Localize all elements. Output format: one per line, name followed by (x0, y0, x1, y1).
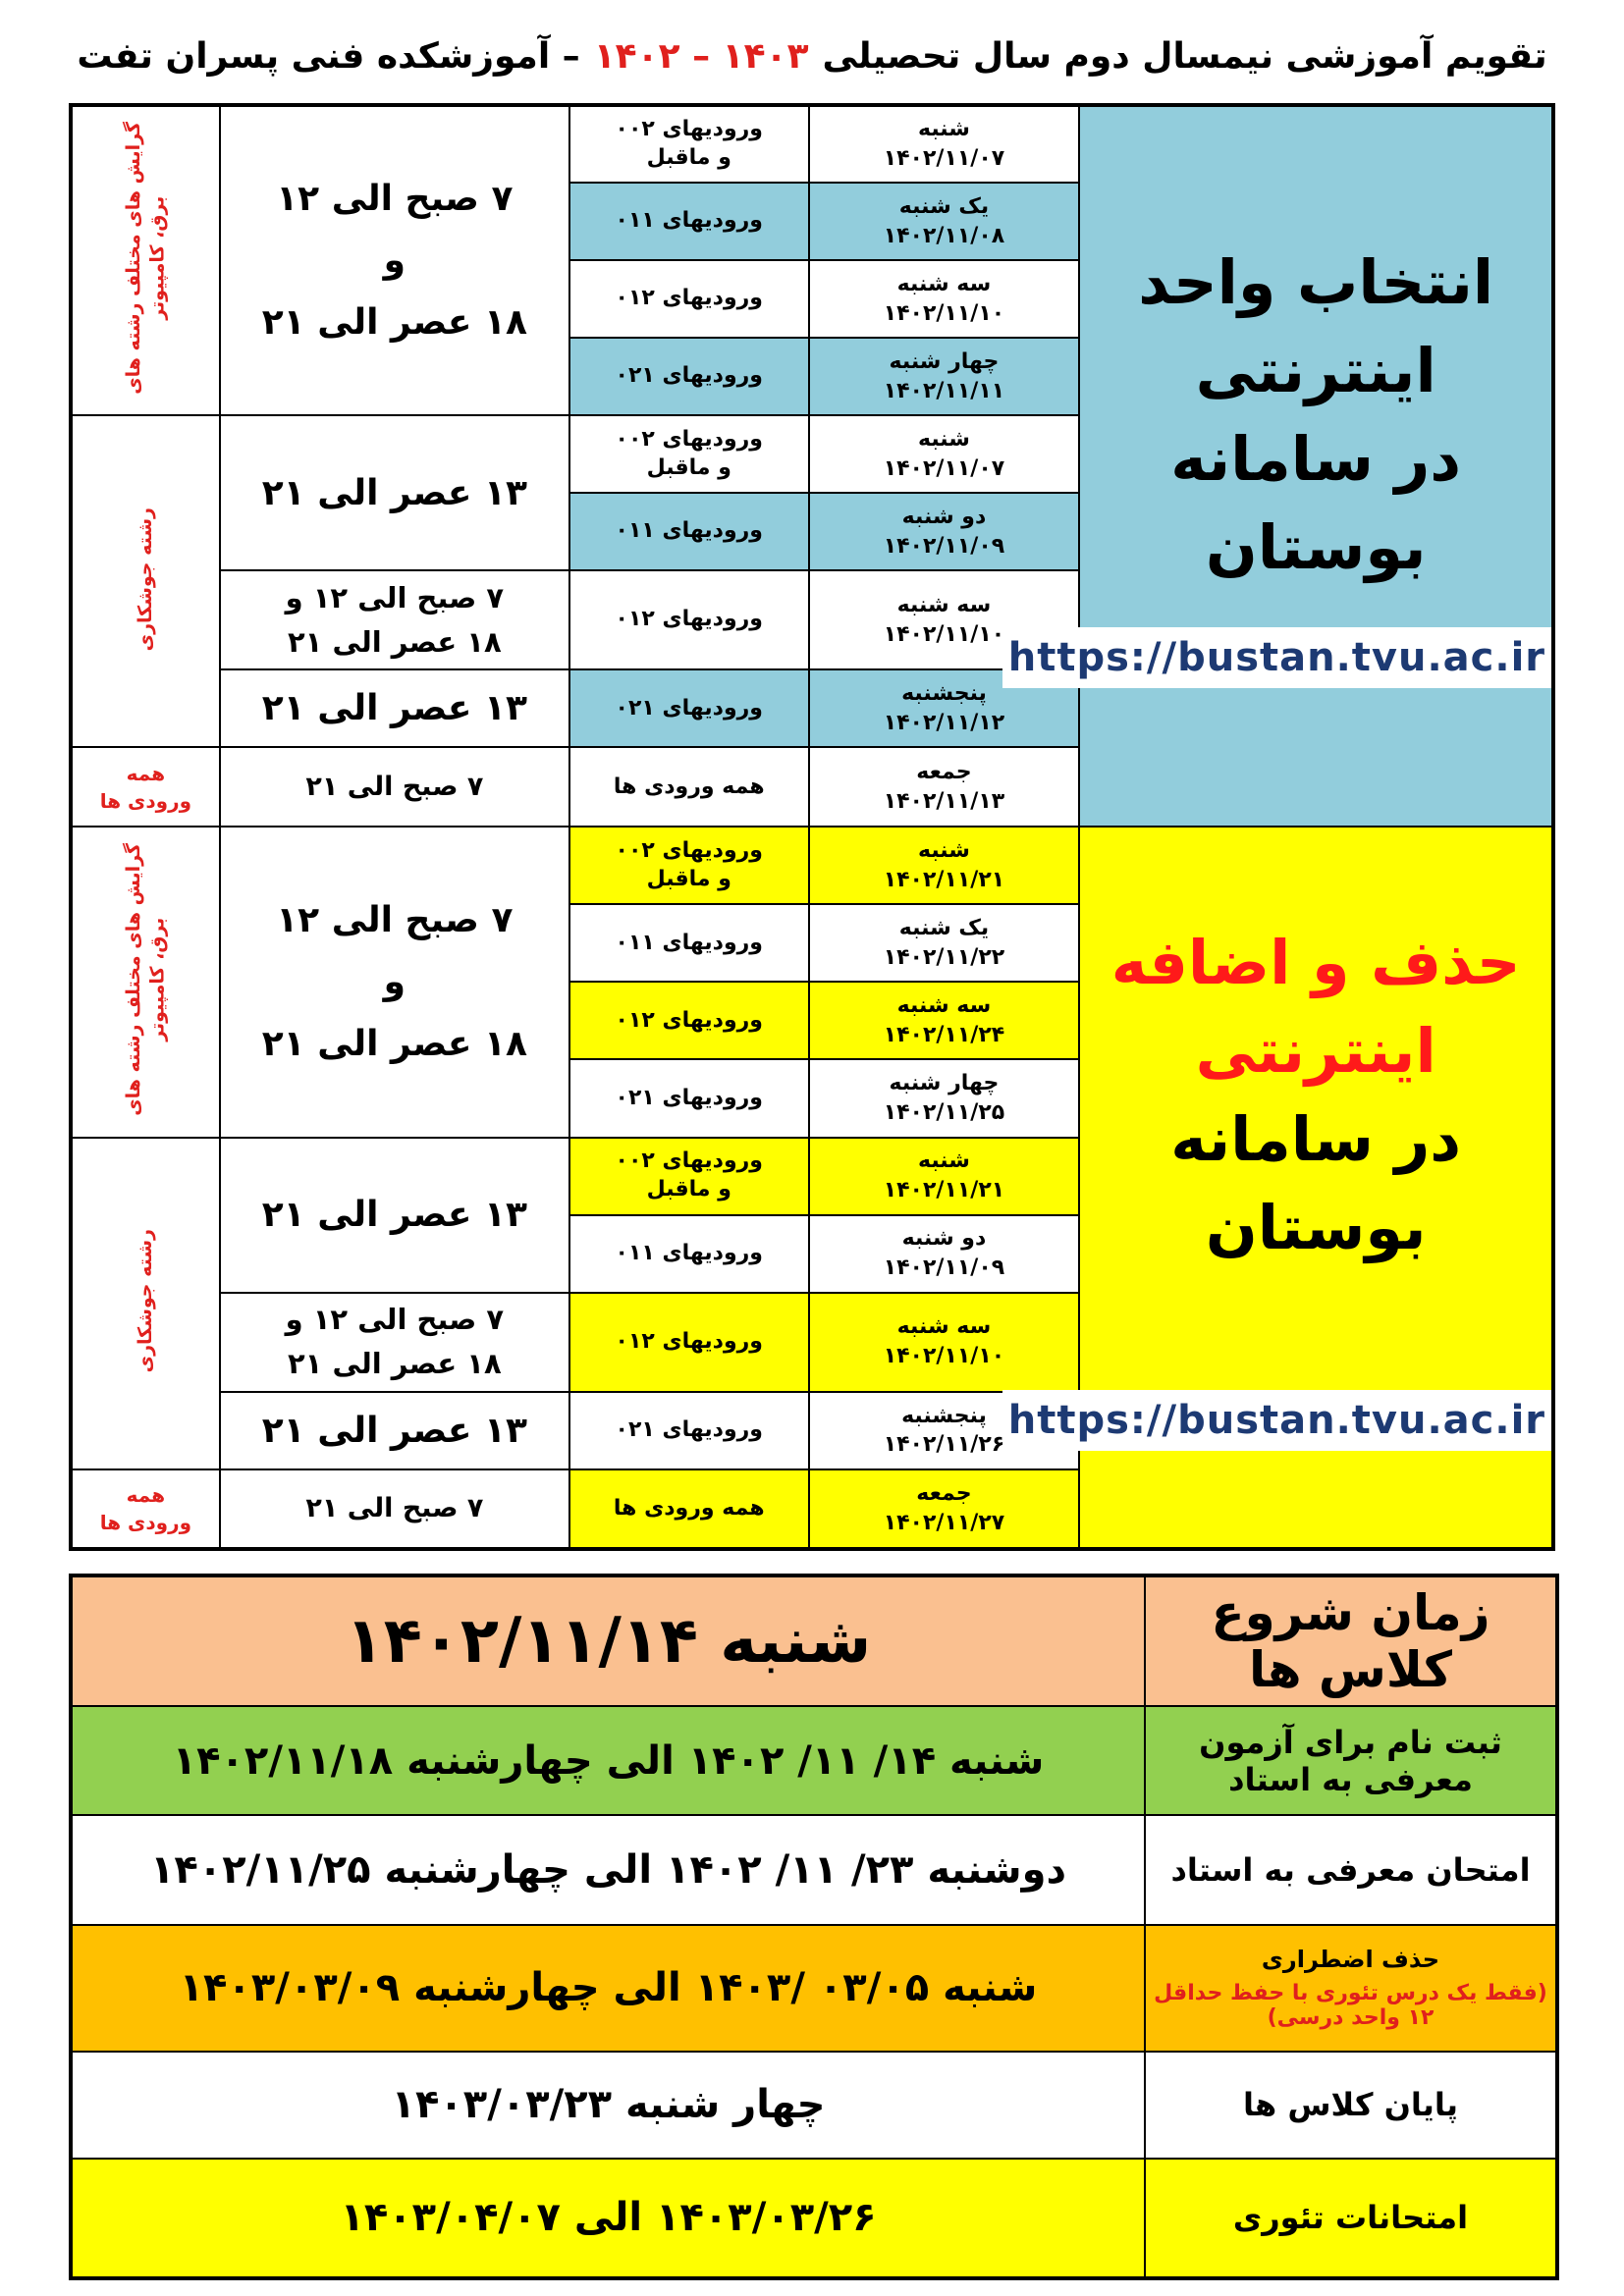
all-entrants-label: همه (126, 1482, 166, 1507)
major-label: برق، کامپیوتر (146, 917, 169, 1042)
all-entrants-cell (71, 1469, 220, 1549)
addrop-date-cell (809, 1469, 1080, 1549)
theory-exams-value: ۱۴۰۳/۰۳/۲۶ الی ۱۴۰۳/۰۴/۰۷ (71, 2159, 1145, 2278)
add-drop-heading-line1: حذف و اضافه (1110, 926, 1521, 998)
group-sublabel: و ماقبل (646, 145, 731, 170)
day-label: دو شنبه (901, 1226, 987, 1252)
date-label: ۱۴۰۲/۱۱/۰۸ (883, 223, 1005, 248)
group-label: ورودیهای ۰۰۲ (615, 426, 763, 452)
selection-group-cell (569, 747, 809, 827)
time-line: و (383, 961, 406, 1002)
title-main: تقویم آموزشی نیمسال دوم سال تحصیلی (822, 35, 1547, 77)
major-welding-cell (71, 1138, 220, 1469)
unit-selection-heading-line1: انتخاب واحد (1138, 246, 1494, 319)
day-label: چهار شنبه (889, 1071, 1000, 1096)
day-label: دو شنبه (901, 504, 987, 529)
emergency-drop-note: (فقط یک درس تئوری با حفظ حداقل ۱۲ واحد درسی) (1154, 1981, 1547, 2031)
day-label: پنجشنبه (901, 681, 987, 707)
addrop-group-cell (569, 904, 809, 982)
title-school: – آموزشکده فنی پسران تفت (77, 35, 580, 77)
group-label: ورودیهای ۰۱۲ (615, 1328, 763, 1354)
day-label: سه شنبه (896, 271, 992, 296)
day-label: شنبه (917, 1148, 970, 1174)
selection-group-cell (569, 669, 809, 747)
major-label: رشته جوشکاری (135, 1229, 157, 1373)
selection-group-cell (569, 260, 809, 338)
addrop-group-cell (569, 827, 809, 904)
intro-exam-value: دوشنبه ۲۳/ ۱۱/ ۱۴۰۲ الی چهارشنبه ۱۴۰۲/۱۱/۲۵ (71, 1815, 1145, 1924)
time-line: ۷ صبح الی ۲۱ (305, 772, 484, 803)
group-label: ورودیهای ۰۰۲ (615, 117, 763, 142)
selection-date-cell (809, 338, 1080, 415)
bustan-link[interactable]: https://bustan.tvu.ac.ir (1002, 627, 1551, 688)
date-label: ۱۴۰۲/۱۱/۱۰ (883, 621, 1005, 647)
group-label: همه ورودی ها (613, 774, 765, 799)
selection-group-cell (569, 183, 809, 260)
day-label: سه شنبه (896, 993, 992, 1019)
class-end-value: چهار شنبه ۱۴۰۳/۰۳/۲۳ (71, 2052, 1145, 2159)
day-label: جمعه (916, 760, 972, 785)
time-line: ۷ صبح الی ۱۲ و (285, 580, 505, 614)
day-label: شنبه (917, 426, 970, 452)
time-line: ۷ صبح الی ۲۱ (305, 1493, 484, 1524)
selection-group-cell (569, 493, 809, 570)
time-slot-cell (220, 1392, 569, 1469)
day-label: شنبه (917, 117, 970, 142)
addrop-date-cell (809, 1059, 1080, 1137)
major-computer-cell (71, 827, 220, 1137)
date-label: ۱۴۰۲/۱۱/۰۷ (883, 146, 1005, 171)
group-label: ورودیهای ۰۰۲ (615, 838, 763, 864)
all-entrants-label: ورودی ها (99, 788, 192, 813)
unit-selection-heading-line3: در سامانه بوستان (1170, 423, 1462, 584)
group-label: ورودیهای ۰۲۱ (615, 1417, 763, 1443)
time-line: ۷ صبح الی ۱۲ و (285, 1303, 505, 1337)
class-start-value: شنبه ۱۴۰۲/۱۱/۱۴ (71, 1575, 1145, 1706)
addrop-date-cell (809, 827, 1080, 904)
time-line: ۷ صبح الی ۱۲ (276, 899, 514, 940)
date-label: ۱۴۰۲/۱۱/۰۷ (883, 455, 1005, 481)
group-label: ورودیهای ۰۰۲ (615, 1148, 763, 1174)
addrop-group-cell (569, 1059, 809, 1137)
major-computer-cell (71, 105, 220, 415)
time-line: ۱۸ عصر الی ۲۱ (261, 302, 527, 344)
day-label: چهار شنبه (889, 348, 1000, 374)
time-slot-cell (220, 1138, 569, 1293)
addrop-group-cell (569, 1293, 809, 1392)
page-title (59, 22, 1565, 90)
selection-date-cell (809, 415, 1080, 493)
addrop-group-cell (569, 1469, 809, 1549)
registration-label: ثبت نام برای آزمون معرفی به استاد (1145, 1706, 1557, 1815)
time-line: ۱۸ عصر الی ۲۱ (287, 624, 502, 659)
date-label: ۱۴۰۲/۱۱/۲۷ (883, 1510, 1005, 1535)
day-label: سه شنبه (896, 593, 992, 618)
group-label: ورودیهای ۰۱۱ (615, 208, 763, 234)
all-entrants-cell (71, 747, 220, 827)
selection-date-cell (809, 105, 1080, 183)
day-label: یک شنبه (898, 193, 990, 219)
all-entrants-label: همه (126, 761, 166, 785)
selection-group-cell (569, 415, 809, 493)
emergency-drop-value: شنبه ۰۳/۰۵ /۱۴۰۳ الی چهارشنبه ۱۴۰۳/۰۳/۰۹ (71, 1925, 1145, 2052)
selection-date-cell (809, 183, 1080, 260)
emergency-drop-label: حذف اضطراری (1261, 1946, 1440, 1974)
major-label: برق، کامپیوتر (146, 195, 169, 321)
all-entrants-label: ورودی ها (99, 1510, 192, 1534)
day-label: یک شنبه (898, 916, 990, 941)
day-label: پنجشنبه (901, 1403, 987, 1428)
group-label: ورودیهای ۰۱۱ (615, 1240, 763, 1265)
addrop-group-cell (569, 1215, 809, 1293)
time-line: ۱۳ عصر الی ۲۱ (261, 688, 527, 729)
add-drop-panel (1007, 827, 1553, 1549)
time-line: ۱۳ عصر الی ۲۱ (261, 472, 527, 513)
add-drop-heading-line2: اینترنتی (1195, 1014, 1436, 1087)
unit-selection-panel (1007, 105, 1553, 827)
day-label: شنبه (917, 838, 970, 864)
time-slot-cell (220, 827, 569, 1137)
time-line: و (383, 240, 406, 282)
academic-dates-table (69, 1574, 1559, 2280)
group-label: ورودیهای ۰۱۲ (615, 1007, 763, 1033)
group-label: ورودیهای ۰۱۱ (615, 518, 763, 544)
selection-group-cell (569, 105, 809, 183)
date-label: ۱۴۰۲/۱۱/۲۱ (883, 1178, 1005, 1202)
date-label: ۱۴۰۲/۱۱/۱۳ (883, 788, 1005, 814)
bustan-link[interactable]: https://bustan.tvu.ac.ir (1002, 1390, 1551, 1451)
time-slot-cell (220, 105, 569, 415)
group-sublabel: و ماقبل (646, 866, 731, 891)
registration-value: شنبه ۱۴/ ۱۱/ ۱۴۰۲ الی چهارشنبه ۱۴۰۲/۱۱/۱۸ (71, 1706, 1145, 1815)
unit-selection-heading-line2: اینترنتی (1195, 335, 1436, 407)
date-label: ۱۴۰۲/۱۱/۰۹ (883, 1255, 1005, 1281)
addrop-group-cell (569, 1392, 809, 1469)
time-slot-cell (220, 747, 569, 827)
group-label: ورودیهای ۰۲۱ (615, 363, 763, 389)
date-label: ۱۴۰۲/۱۱/۲۵ (883, 1099, 1005, 1125)
time-line: ۱۸ عصر الی ۲۱ (261, 1023, 527, 1064)
date-label: ۱۴۰۲/۱۱/۱۲ (883, 710, 1005, 735)
class-end-label: پایان کلاس ها (1145, 2052, 1557, 2159)
group-label: ورودیهای ۰۱۱ (615, 930, 763, 955)
addrop-date-cell (809, 1138, 1080, 1215)
major-label: گرایش های مختلف رشته های (122, 843, 144, 1116)
day-label: سه شنبه (896, 1314, 992, 1340)
group-label: ورودیهای ۰۲۱ (615, 1085, 763, 1110)
addrop-group-cell (569, 982, 809, 1059)
selection-date-cell (809, 260, 1080, 338)
time-line: ۱۳ عصر الی ۲۱ (261, 1410, 527, 1451)
time-slot-cell (220, 669, 569, 747)
time-slot-cell (220, 1293, 569, 1392)
date-label: ۱۴۰۲/۱۱/۲۱ (883, 867, 1005, 892)
date-label: ۱۴۰۲/۱۱/۲۶ (883, 1432, 1005, 1458)
date-label: ۱۴۰۲/۱۱/۱۰ (883, 1344, 1005, 1369)
selection-date-cell (809, 747, 1080, 827)
time-slot-cell (220, 570, 569, 669)
time-line: ۱۳ عصر الی ۲۱ (261, 1195, 527, 1236)
group-label: همه ورودی ها (613, 1495, 765, 1521)
theory-exams-label: امتحانات تئوری (1145, 2159, 1557, 2278)
intro-exam-label: امتحان معرفی به استاد (1145, 1815, 1557, 1924)
major-label: گرایش های مختلف رشته های (122, 122, 144, 395)
date-label: ۱۴۰۲/۱۱/۱۰ (883, 300, 1005, 326)
emergency-drop-label-cell (1145, 1925, 1557, 2052)
class-start-label: زمان شروع کلاس ها (1145, 1575, 1557, 1706)
registration-schedule-table (69, 103, 1555, 1551)
add-drop-heading-line3: در سامانه بوستان (1170, 1102, 1462, 1263)
time-slot-cell (220, 1469, 569, 1549)
date-label: ۱۴۰۲/۱۱/۱۱ (883, 378, 1005, 403)
day-label: جمعه (916, 1481, 972, 1507)
selection-group-cell (569, 338, 809, 415)
selection-group-cell (569, 570, 809, 669)
selection-date-cell (809, 493, 1080, 570)
addrop-group-cell (569, 1138, 809, 1215)
time-line: ۷ صبح الی ۱۲ (276, 179, 514, 220)
major-label: رشته جوشکاری (135, 507, 157, 651)
group-label: ورودیهای ۰۱۲ (615, 607, 763, 632)
group-label: ورودیهای ۰۲۱ (615, 695, 763, 721)
date-label: ۱۴۰۲/۱۱/۲۲ (883, 944, 1005, 970)
group-label: ورودیهای ۰۱۲ (615, 286, 763, 311)
group-sublabel: و ماقبل (646, 454, 731, 480)
addrop-date-cell (809, 904, 1080, 982)
group-sublabel: و ماقبل (646, 1177, 731, 1201)
addrop-date-cell (809, 982, 1080, 1059)
date-label: ۱۴۰۲/۱۱/۰۹ (883, 533, 1005, 559)
time-slot-cell (220, 415, 569, 570)
time-line: ۱۸ عصر الی ۲۱ (287, 1347, 502, 1381)
major-welding-cell (71, 415, 220, 747)
date-label: ۱۴۰۲/۱۱/۲۴ (883, 1022, 1005, 1047)
title-years: ۱۴۰۳ – ۱۴۰۲ (593, 35, 809, 77)
